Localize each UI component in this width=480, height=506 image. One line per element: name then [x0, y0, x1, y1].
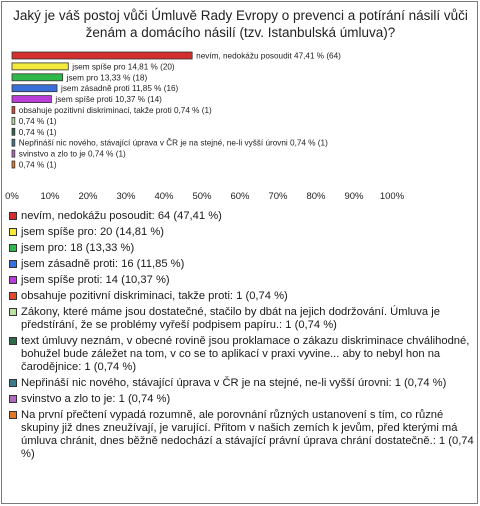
- x-tick-label: 30%: [116, 191, 136, 202]
- bar-label: svinstvo a zlo to je 0,74 % (1): [18, 149, 126, 159]
- bar: [12, 74, 63, 81]
- legend-swatch: [9, 379, 17, 387]
- bar: [12, 117, 15, 124]
- legend-label: Zákony, které máme jsou dostatečné, stačilo by dbát na jejich dodržování. Úmluva je předstírání, že se problémy vyřeší podpisem papíru.: 1 (0,74 %): [21, 306, 440, 331]
- bar-label: jsem zásadně proti 11,85 % (16): [61, 84, 179, 94]
- x-tick-label: 90%: [344, 191, 364, 202]
- legend-swatch: [9, 260, 17, 268]
- x-tick-label: 100%: [379, 191, 405, 202]
- legend-item: [8, 335, 476, 374]
- x-tick-label: 10%: [40, 191, 60, 202]
- bar-label: 0,74 % (1): [18, 160, 57, 170]
- bar-chart: [2, 2, 479, 207]
- bar-label: Nepřináší nic nového, stávající úprava v ČR je na stejné, ne-li vyšší úrovni 0,74 % (1): [18, 138, 328, 148]
- x-tick-label: 70%: [268, 191, 288, 202]
- x-tick-label: 20%: [78, 191, 98, 202]
- x-tick-label: 50%: [192, 191, 212, 202]
- x-tick-label: 0%: [5, 191, 19, 202]
- bar-label: obsahuje pozitivní diskriminaci, takže proti 0,74 % (1): [18, 106, 212, 115]
- bar: [12, 85, 57, 92]
- legend-label: Nepřináší nic nového, stávající úprava v ČR je na stejné, ne-li vyšší úrovni: 1 (0,74 %): [21, 377, 447, 389]
- legend-swatch: [9, 337, 17, 345]
- chart-title: Jaký je váš postoj vůči Úmluvě Rady Evropy o prevenci a potírání násilí vůči ženám a domácího násilí (tzv. Istanbulská úmluva)?: [13, 8, 468, 40]
- bar: [12, 128, 15, 135]
- legend-item: [8, 393, 476, 406]
- legend-item: [8, 242, 476, 255]
- bar: [12, 107, 15, 114]
- bar-label: 0,74 % (1): [18, 127, 57, 137]
- legend-label: text úmluvy neznám, v obecné rovině jsou proklamace o zákazu diskriminace chválihodné, bohužel bude záležet na tom, v co se to aplikací v praxi vyvine... aby to nebyl hon na čarodějnice: 1 (0,74 %): [21, 335, 470, 373]
- legend-swatch: [9, 395, 17, 403]
- legend-label: jsem spíše pro: 20 (14,81 %): [21, 226, 165, 238]
- legend-swatch: [9, 276, 17, 284]
- bar-label: nevím, nedokážu posoudit 47,41 % (64): [196, 51, 341, 61]
- legend-label: jsem zásadně proti: 16 (11,85 %): [21, 258, 185, 270]
- legend-item: [8, 258, 476, 271]
- legend-label: jsem pro: 18 (13,33 %): [21, 242, 135, 254]
- bar: [12, 139, 15, 146]
- chart-frame: [1, 1, 478, 504]
- legend-swatch: [9, 308, 17, 316]
- legend-item: [8, 306, 476, 332]
- x-tick-label: 80%: [306, 191, 326, 202]
- legend-label: nevím, nedokážu posoudit: 64 (47,41 %): [21, 210, 222, 222]
- legend-swatch: [9, 228, 17, 236]
- legend-item: [8, 226, 476, 239]
- bar-label: jsem spíše proti 10,37 % (14): [55, 95, 162, 105]
- legend-label: svinstvo a zlo to je: 1 (0,74 %): [21, 393, 171, 405]
- bar: [12, 161, 15, 168]
- bar: [12, 96, 51, 103]
- legend-swatch: [9, 244, 17, 252]
- legend-item: [8, 290, 476, 303]
- x-tick-label: 40%: [154, 191, 174, 202]
- legend-label: jsem spíše proti: 14 (10,37 %): [21, 274, 170, 286]
- bar: [12, 52, 192, 59]
- bar-label: jsem pro 13,33 % (18): [66, 73, 148, 83]
- x-tick-label: 60%: [230, 191, 250, 202]
- legend-swatch: [9, 411, 17, 419]
- bar-label: 0,74 % (1): [18, 116, 57, 126]
- legend-label: Na první přečtení vypadá rozumně, ale porovnání různých ustanovení s tím, co různé skupiny již dnes zneužívají, je varující. Přitom v našich zemích k jevům, před kterými má úmluva chránit, dnes běžně nedochází a stávající právní úprava chrání dostatečně.: 1 (0,74 %): [21, 409, 474, 460]
- legend-swatch: [9, 292, 17, 300]
- legend-item: [8, 274, 476, 287]
- legend-item: [8, 210, 476, 223]
- bar-label: jsem spíše pro 14,81 % (20): [72, 62, 175, 72]
- bar: [12, 150, 15, 157]
- legend-label: obsahuje pozitivní diskriminaci, takže proti: 1 (0,74 %): [21, 290, 288, 302]
- legend-item: [8, 409, 476, 461]
- legend-swatch: [9, 212, 17, 220]
- bar: [12, 63, 68, 70]
- legend-item: [8, 377, 476, 390]
- chart-legend: [8, 210, 476, 464]
